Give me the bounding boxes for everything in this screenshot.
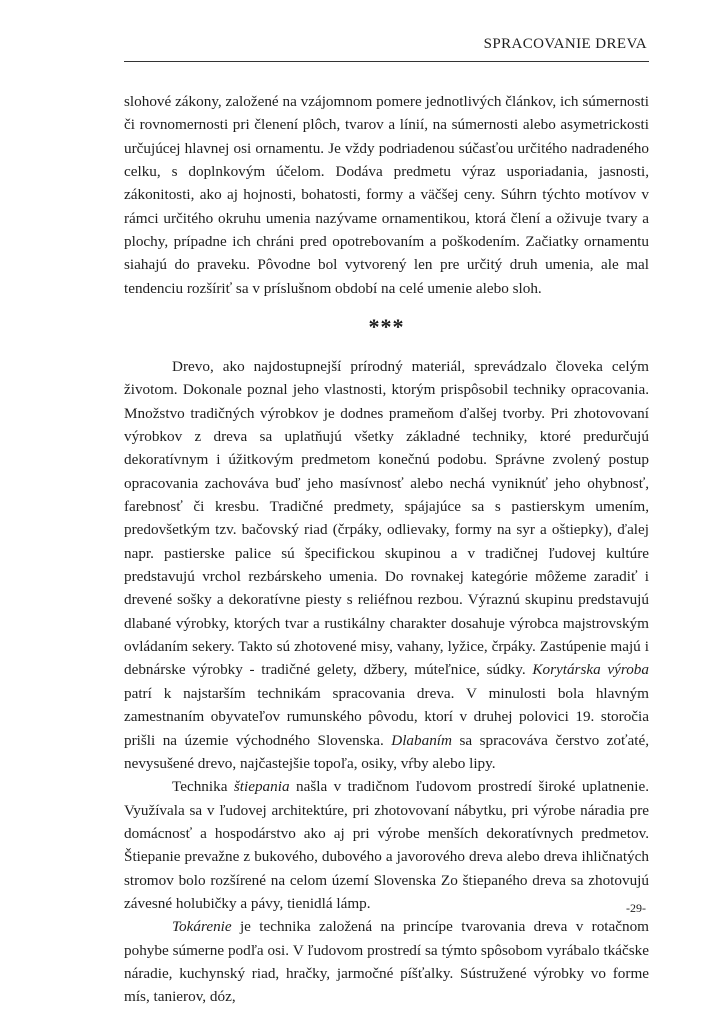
running-header: SPRACOVANIE DREVA: [483, 36, 647, 52]
paragraph-2-part1: Drevo, ako najdostupnejší prírodný materiál, sprevádzalo človeka celým životom. Dokonale poznal jeho vlastnosti, ktorým prispôsobil techniky opracovania. Množstvo tradičných výrobkov je dodnes prameňom ďalšej tvorby. Pri zhotovovaní výrobkov z dreva sa uplatňujú všetky základné techniky, ktoré predurčujú dekoratívnym i úžitkovým predmetom konečnú podobu. Správne zvolený postup opracovania zachováva buď jeho masívnosť alebo nechá vyniknúť jeho ohybnosť, farebnosť či kresbu. Tradičné predmety, spájajúce sa s pastierskym umením, predovšetkým tzv. bačovský riad (črpáky, odlievaky, formy na syr a oštiepky), ďalej napr. pastierske palice sú špecifickou skupinou a v tradičnej ľudovej kultúre predstavujú vrchol rezbárskeho umenia. Do rovnakej kategórie môžeme zaradiť i drevené sošky a dekoratívne piesty s reliéfnou rezbou. Výraznú skupinu predstavujú dlabané výrobky, ktorých tvar a rustikálny charakter dosahuje výrobca majstrovským ovládaním sekery. Takto sú zhotovené misy, vahany, lyžice, črpáky. Zastúpenie majú i debnárske výrobky - tradičné gelety, džbery, múteľnice, súdky.: [124, 358, 649, 679]
header-rule: [124, 61, 649, 62]
main-text: [124, 355, 649, 1009]
paragraph-4: [124, 915, 649, 1008]
paragraph-2: [124, 355, 649, 775]
paragraph-4-text: je technika založená na princípe tvarovania dreva v rotačnom pohybe súmerne podľa osi. V ľudovom prostredí sa týmto spôsobom vyrábalo tkáčske náradie, kuchynský riad, hračky, jarmočné píšťalky. Sústružené výrobky vo forme mís, tanierov, dóz,: [124, 918, 649, 1006]
term-stiepania: štiepania: [233, 778, 290, 796]
paragraph-3-prefix: Technika: [172, 778, 234, 796]
paragraph-1: slohové zákony, založené na vzájomnom pomere jednotlivých článkov, ich súmernosti či rovnomernosti pri členení plôch, tvarov a línií, na súmernosti alebo asymetrickosti určujúcej hlavnej osi ornamentu. Je vždy podriadenou súčasťou určitého nadradeného celku, s doplnkovým účelom. Dodáva predmetu výraz usporiadania, jasnosti, zákonitosti, ako aj hojnosti, bohatosti, formy a väčšej ceny. Súhrn týchto motívov v rámci určitého okruhu umenia nazývame ornamentikou, ktorá člení a oživuje tvary a plochy, prípadne ich chráni pred opotrebovaním a poškodením. Začiatky ornamentu siahajú do praveku. Pôvodne bol vytvorený len pre určitý druh umenia, ale mal tendenciu rozšíriť sa v príslušnom období na celé umenie alebo sloh.: [124, 93, 649, 297]
paragraph-2-part2: patrí k najstarším technikám spracovania dreva. V minulosti bola hlavným zamestnaním obyvateľov rumunského pôvodu, ktorí v druhej polovici 19. storočia prišli na územie východného Slovenska.: [124, 684, 649, 749]
paragraph-3: [124, 775, 649, 915]
term-tokarenie: Tokárenie: [172, 918, 232, 936]
term-dlabanim: Dlabaním: [391, 731, 452, 749]
paragraph-ornament: [124, 90, 649, 300]
paragraph-2-part3: sa spracováva čerstvo zoťaté, nevysušené drevo, najčastejšie topoľa, osiky, vŕby alebo lipy.: [124, 731, 650, 772]
page-number: -29-: [626, 901, 646, 915]
section-separator: ***: [368, 314, 405, 339]
paragraph-3-text: našla v tradičnom ľudovom prostredí široké uplatnenie. Využívala sa v ľudovej architektúre, pri zhotovovaní nábytku, pri výrobe náradia pre domácnosť a hospodárstvo ako aj pri výrobe menších dekoratívnych predmetov. Štiepanie prevažne z bukového, dubového a javorového dreva alebo dreva ihličnatých stromov bolo rozšírené na celom území Slovenska Zo štiepaného dreva sa zhotovujú závesné holubičky a pávy, tienidlá lámp.: [124, 778, 649, 912]
term-korytarska-vyroba: Korytárska výroba: [532, 661, 649, 679]
